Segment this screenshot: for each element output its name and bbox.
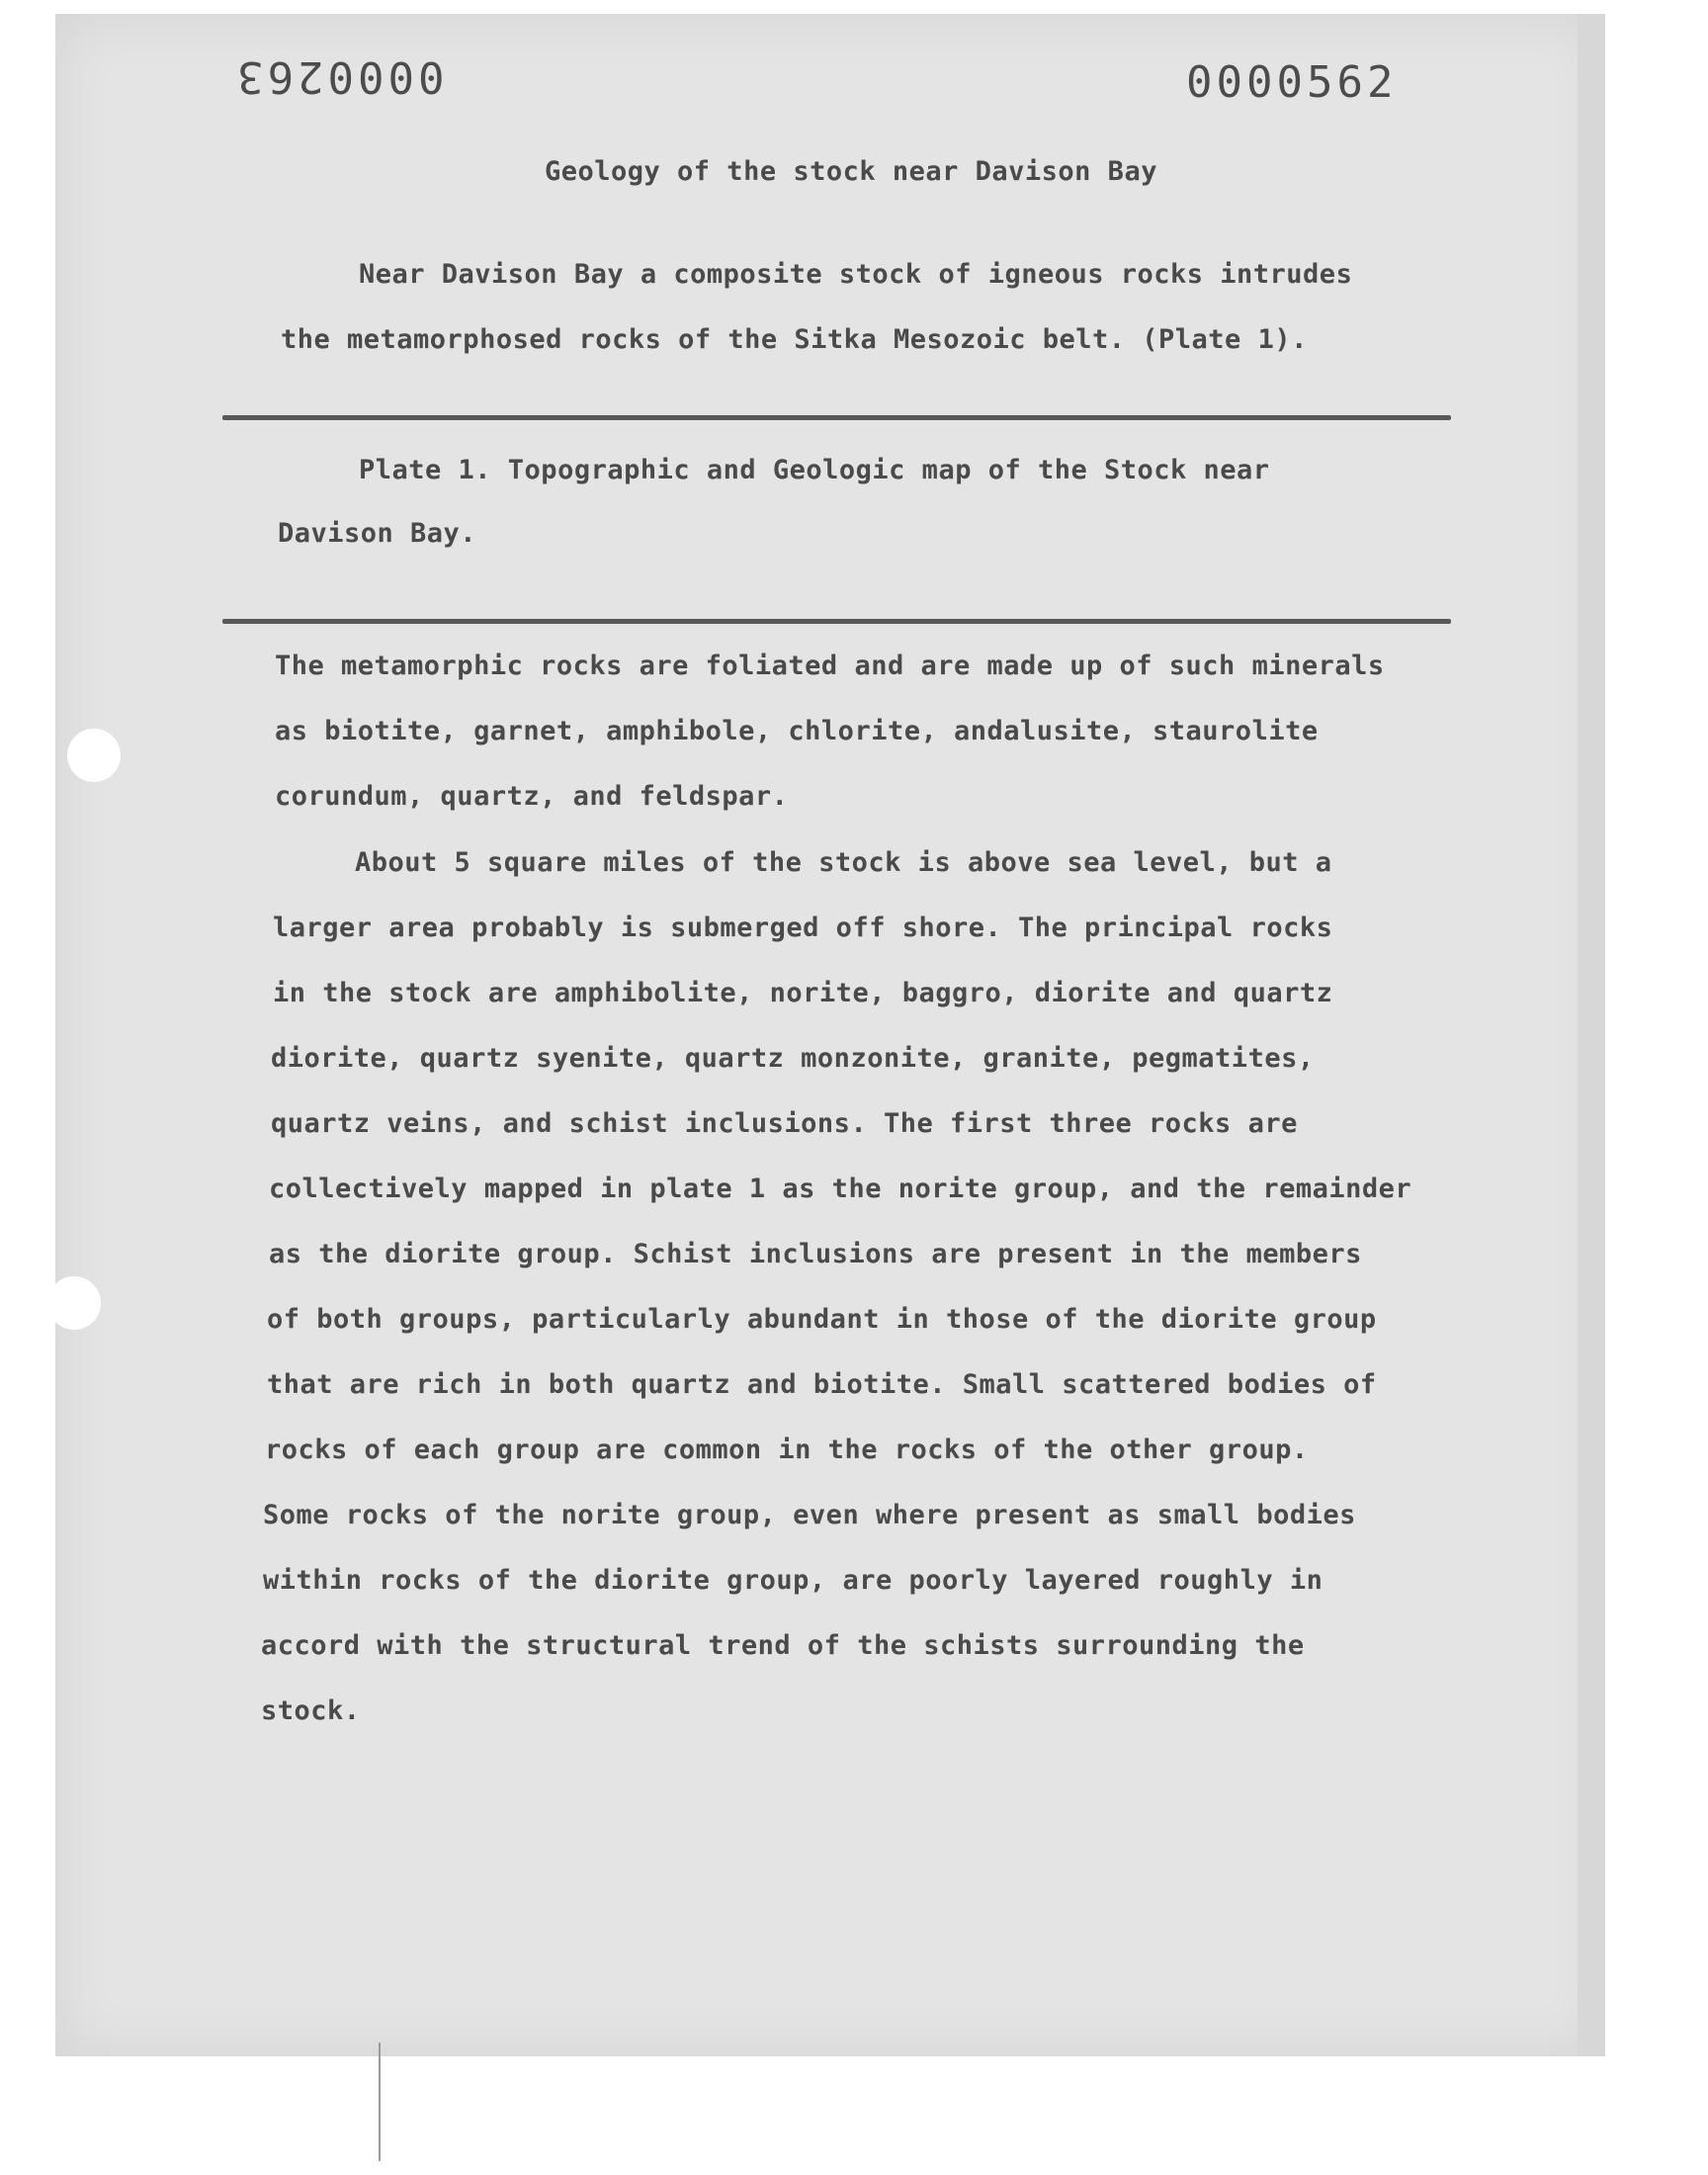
- body-line: diorite, quartz syenite, quartz monzonite, granite, pegmatites,: [271, 1043, 1315, 1074]
- body-line: About 5 square miles of the stock is above sea level, but a: [355, 847, 1332, 878]
- body-line: stock.: [261, 1696, 361, 1726]
- body-line: The metamorphic rocks are foliated and are made up of such minerals: [275, 651, 1385, 681]
- body-line: within rocks of the diorite group, are poorly layered roughly in: [263, 1565, 1324, 1596]
- page-number-stamp-inverted: 0000263: [233, 51, 445, 102]
- body-line: collectively mapped in plate 1 as the norite group, and the remainder: [269, 1174, 1412, 1204]
- scan-artifact-line: [379, 2043, 381, 2161]
- intro-line: the metamorphosed rocks of the Sitka Mesozoic belt. (Plate 1).: [281, 324, 1308, 355]
- plate-caption-line: Davison Bay.: [278, 518, 477, 549]
- scanned-page: [55, 14, 1605, 2056]
- body-line: as the diorite group. Schist inclusions are present in the members: [269, 1239, 1362, 1269]
- body-line: larger area probably is submerged off shore. The principal rocks: [273, 913, 1333, 943]
- body-line: quartz veins, and schist inclusions. The first three rocks are: [271, 1108, 1298, 1139]
- body-line: rocks of each group are common in the rocks of the other group.: [265, 1435, 1309, 1465]
- intro-line: Near Davison Bay a composite stock of igneous rocks intrudes: [359, 259, 1353, 290]
- punch-hole: [67, 729, 121, 782]
- page-number-stamp: 0000562: [1186, 57, 1398, 108]
- body-line: corundum, quartz, and feldspar.: [275, 781, 789, 812]
- horizontal-rule: [222, 619, 1451, 624]
- punch-hole: [47, 1276, 101, 1330]
- page-edge-shadow: [1578, 14, 1605, 2056]
- body-line: of both groups, particularly abundant in those of the diorite group: [267, 1304, 1377, 1335]
- document-title: Geology of the stock near Davison Bay: [545, 156, 1157, 187]
- body-line: in the stock are amphibolite, norite, baggro, diorite and quartz: [273, 978, 1333, 1008]
- body-line: Some rocks of the norite group, even where present as small bodies: [263, 1500, 1356, 1530]
- horizontal-rule: [222, 415, 1451, 420]
- body-line: accord with the structural trend of the schists surrounding the: [261, 1630, 1305, 1661]
- plate-caption-line: Plate 1. Topographic and Geologic map of the Stock near: [359, 455, 1270, 485]
- body-line: that are rich in both quartz and biotite. Small scattered bodies of: [267, 1369, 1377, 1400]
- body-line: as biotite, garnet, amphibole, chlorite, andalusite, staurolite: [275, 716, 1319, 746]
